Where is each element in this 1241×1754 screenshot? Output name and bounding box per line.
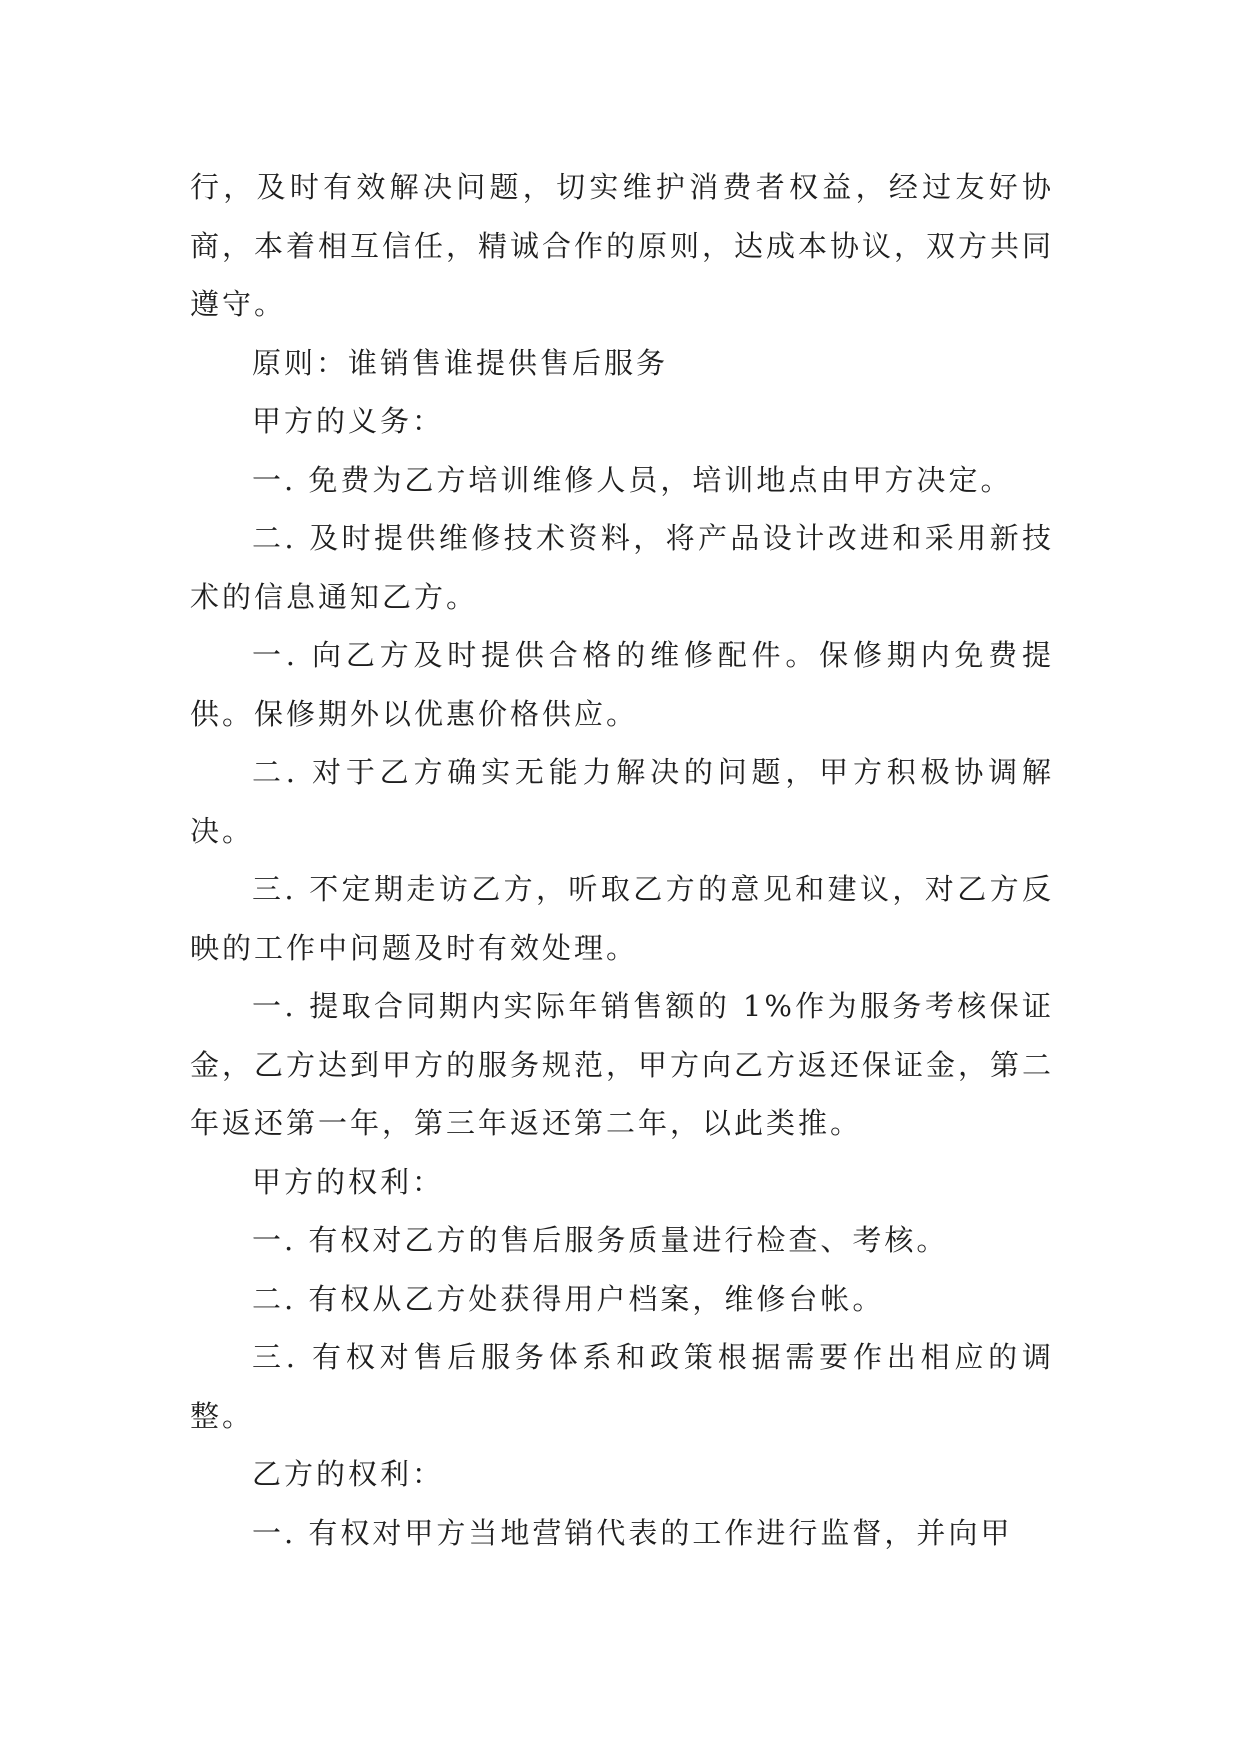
paragraph-obligation-4: 二. 对于乙方确实无能力解决的问题，甲方积极协调解决。	[190, 755, 1054, 848]
paragraph-intro-continuation: 行，及时有效解决问题，切实维护消费者权益，经过友好协商，本着相互信任，精诚合作的原则，达成本协议，双方共同遵守。	[190, 170, 1055, 321]
heading-party-a-rights: 甲方的权利：	[252, 1164, 445, 1199]
heading-party-b-rights: 乙方的权利：	[252, 1457, 445, 1491]
paragraph-obligation-1: 一. 免费为乙方培训维修人员，培训地点由甲方决定。	[252, 462, 1013, 497]
paragraph-obligation-6: 一. 提取合同期内实际年销售额的 1%作为服务考核保证金，乙方达到甲方的服务规范，甲方向乙方返还保证金，第二年返还第一年，第三年返还第二年，以此类推。	[190, 989, 1055, 1140]
document-body	[190, 158, 1054, 1562]
paragraph-obligation-2: 二. 及时提供维修技术资料，将产品设计改进和采用新技术的信息通知乙方。	[190, 521, 1054, 614]
paragraph-a-right-2: 二. 有权从乙方处获得用户档案，维修台帐。	[252, 1281, 885, 1316]
paragraph-obligation-5: 三. 不定期走访乙方，听取乙方的意见和建议，对乙方反映的工作中问题及时有效处理。	[190, 872, 1054, 965]
paragraph-a-right-3: 三. 有权对售后服务体系和政策根据需要作出相应的调整。	[190, 1340, 1054, 1433]
paragraph-principle: 原则：谁销售谁提供售后服务	[252, 345, 669, 380]
paragraph-obligation-3: 一. 向乙方及时提供合格的维修配件。保修期内免费提供。保修期外以优惠价格供应。	[190, 638, 1054, 731]
heading-party-a-obligations: 甲方的义务：	[252, 404, 445, 438]
paragraph-a-right-1: 一. 有权对乙方的售后服务质量进行检查、考核。	[252, 1223, 949, 1257]
paragraph-b-right-1: 一. 有权对甲方当地营销代表的工作进行监督，并向甲	[252, 1515, 1013, 1550]
